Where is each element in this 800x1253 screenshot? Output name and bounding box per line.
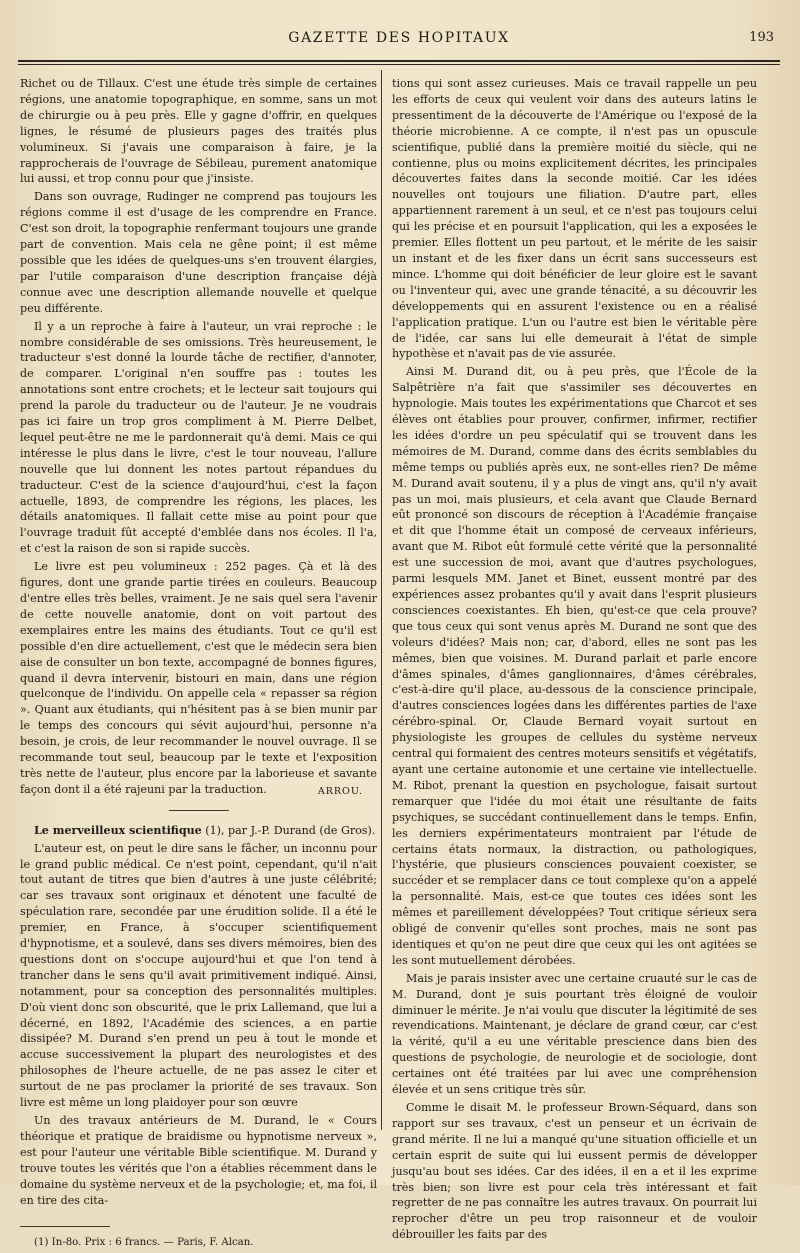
page-header	[18, 30, 780, 52]
paragraph: Mais je parais insister avec une certaine cruauté sur le cas de M. Durand, dont je suis pourtant très éloigné de vouloir diminuer le mérite. Je n'ai voulu que discuter la légitimité de ses revendications. Maintenant, je déclare de grand cœur, car c'est la vérité, qu'il a eu une véritable prescience dans bien des questions de psychologie, de neurologie et de sociologie, dont certaines ont été traitées par lui avec une compréhension élevée et un sens critique très sûr.	[392, 971, 757, 1097]
journal-title: GAZETTE DES HOPITAUX	[288, 30, 510, 46]
paragraph: Dans son ouvrage, Rudinger ne comprend pas toujours les régions comme il est d'usage de les comprendre en France. C'est son droit, la topographie renfermant toujours une grande part de convention. Mais cela ne gêne point; il est même possible que les idées de quelques-uns s'en trouvent élargies, par l'utile comparaison d'une description française déjà connue avec une description allemande nouvelle et quelque peu différente.	[20, 190, 377, 315]
paragraph: Comme le disait M. le professeur Brown-Séquard, dans son rapport sur ses travaux, c'est un penseur et un écrivain de grand mérite. Il ne lui a manqué qu'une situation officielle et un certain esprit de suite qui lui eussent permis de développer jusqu'au bout ses idées. Car des idées, il en a et il les exprime très bien; son livre est pour cela très intéressant et fait regretter de ne pas connaître les autres travaux. On pourrait lui reprocher d'être un peu trop raisonneur et de vouloir débrouiller les faits par des	[392, 1101, 757, 1242]
article-title: Le merveilleux scientifique	[34, 823, 202, 837]
article-byline: (1), par J.-P. Durand (de Gros).	[201, 823, 376, 837]
paragraph: L'auteur est, on peut le dire sans le fâcher, un inconnu pour le grand public médical. Ce n'est point, cependant, qu'il n'ait tout autant de titres que bien d'autres à une juste célébrité; car ses travaux sont originaux et dénotent une faculté de spéculation rare, secondée par une érudition solide. Il a été le premier, en France, à s'occuper scientifiquement d'hypnotisme, et a soulevé, dans ses divers mémoires, bien des questions dont on s'occupe aujourd'hui et que l'on tend à trancher dans le sens qu'il avait primitivement indiqué. Ainsi, notamment, pour sa conception des personnalités multiples. D'où vient donc son obscurité, que le prix Lallemand, que lui a décerné, en 1892, l'Académie des sciences, a en partie dissipée? M. Durand s'en prend un peu à tout le monde et accuse successivement la plupart des neurologistes et des philosophes de l'heure actuelle, de ne pas assez le citer et surtout de ne pas proclamer la priorité de ses travaux. Son livre est même un long plaidoyer pour son œuvre	[20, 841, 377, 1110]
left-column	[20, 76, 377, 1253]
paragraph: Le livre est peu volumineux : 252 pages. Çà et là des figures, dont une grande partie tirées en couleurs. Beaucoup d'entre elles très belles, vraiment. Je ne sais quel sera l'avenir de cette nouvelle anatomie, dont on voit partout des exemplaires entre les mains des étudiants. Tout ce qu'il est possible d'en dire actuellement, c'est que le médecin sera bien aise de consulter un bon texte, accompagné de bonnes figures, quand il devra intervenir, bistouri en main, dans une région quelconque de l'individu. On appelle cela « repasser sa région ». Quant aux étudiants, qui n'hésitent pas à se bien munir par le temps des concours qui sévit aujourd'hui, personne n'a besoin, je crois, de leur recommander le nouvel ouvrage. Il se recommande tout seul, beaucoup par le texte et l'exposition très nette de l'auteur, plus encore par la laborieuse et savante façon dont il a été rajeuni par la traduction.	[20, 560, 377, 796]
header-rule	[18, 60, 780, 65]
paragraph: Un des travaux antérieurs de M. Durand, le « Cours théorique et pratique de braidisme ou hypnotisme nerveux », est pour l'auteur une véritable Bible scientifique. M. Durand y trouve toutes les vérités que l'on a établies récemment dans le domaine du système nerveux et de la psychologie; et, ma foi, il en tire des cita-	[20, 1114, 377, 1207]
paragraph: tions qui sont assez curieuses. Mais ce travail rappelle un peu les efforts de ceux qui veulent voir dans des auteurs latins le pressentiment de la découverte de l'Amérique ou l'exposé de la théorie microbienne. A ce compte, il n'est pas un opuscule scientifique, publié dans la première moitié du siècle, qui ne contienne, plus ou moins explicitement décrites, les principales découvertes faites dans la seconde moitié. Car les idées nouvelles ont toujours une filiation. D'autre part, elles appartiennent rarement à un seul, et ce n'est pas toujours celui qui les précise et en poursuit l'application, qui les a exposées le premier. Elles flottent un peu partout, et le mérite de les saisir un instant et de les fixer dans un écrit sans successeurs est mince. L'homme qui doit bénéficier de leur gloire est le savant ou l'inventeur qui, avec une grande ténacité, a su découvrir les développements qui en assurent l'existence ou en a réalisé l'application pratique. L'un ou l'autre est bien le véritable père de l'idée, car sans lui elle demeurait à l'état de simple hypothèse et n'avait pas de vie assurée.	[392, 77, 757, 361]
author-signature: ARROU.	[317, 785, 363, 797]
column-divider	[381, 70, 382, 1130]
paragraph: Richet ou de Tillaux. C'est une étude très simple de certaines régions, une anatomie topographique, en somme, sans un mot de chirurgie ou à peu près. Elle y gagne d'offrir, en quelques lignes, le résumé de plusieurs pages des traités plus volumineux. Si j'avais une comparaison à faire, je la rapprocherais de l'ouvrage de Sébileau, purement anatomique lui aussi, et trop connu pour que j'insiste.	[20, 77, 377, 186]
right-column	[392, 76, 757, 1245]
paragraph: Ainsi M. Durand dit, ou à peu près, que l'École de la Salpêtrière n'a fait que s'assimiler ses découvertes en hypnologie. Mais toutes les expérimentations que Charcot et ses élèves ont établies pour prouver, confirmer, infirmer, rectifier les idées d'ordre un peu spéculatif qui se trouvent dans les mémoires de M. Durand, comme dans des écrits semblables du même temps ou publiés après eux, ne sont-elles rien? De même M. Durand avait soutenu, il y a plus de vingt ans, qu'il n'y avait pas un moi, mais plusieurs, et cela avant que Claude Bernard eût prononcé son discours de réception à l'Académie française et dit que l'homme était un composé de cerveaux inférieurs, avant que M. Ribot eût formulé cette vérité que la personnalité est une succession de moi, avant que d'autres psychologues, parmi lesquels MM. Janet et Binet, eussent montré par des expériences assez probantes qu'il y avait dans l'esprit plusieurs consciences coexistantes. Eh bien, qu'est-ce que cela prouve? que tous ceux qui sont venus après M. Durand ne sont que des voleurs d'idées? Mais non; car, d'abord, elles ne sont pas les mêmes, bien que voisines. M. Durand parlait et parle encore d'âmes spinales, d'âmes ganglionnaires, d'âmes cérébrales, c'est-à-dire qu'il place, au-dessous de la conscience principale, d'autres consciences logées dans les différentes parties de l'axe cérébro-spinal. Or, Claude Bernard voyait surtout en physiologiste les groupes de cellules du système nerveux central qui formaient des centres moteurs sensitifs et végétatifs, ayant une certaine autonomie et une certaine vie intellectuelle. M. Ribot, prenant la question en psychologue, faisait surtout remarquer que l'idée du moi était une résultante de faits psychiques, se succédant continuellement dans le temps. Enfin, les derniers expérimentateurs montraient par l'étude de certains états normaux, la distraction, ou pathologiques, l'hystérie, que plusieurs consciences pouvaient coexister, se succéder et se remplacer dans ce tout complexe qu'on a appelé la personnalité. Mais, est-ce que toutes ces idées sont les mêmes et pareillement développées? Tout critique sérieux sera obligé de convenir qu'elles sont proches, mais ne sont pas identiques et qu'on ne peut dire que ceux qui les ont agitées se les sont mutuellement dérobées.	[392, 365, 757, 967]
page-number: 193	[749, 30, 774, 45]
footnote: (1) In-8o. Prix : 6 francs. — Paris, F. Alcan.	[34, 1237, 254, 1249]
article-separator	[169, 810, 229, 811]
footnote-rule	[20, 1226, 110, 1227]
article-heading	[20, 823, 377, 839]
paragraph: Il y a un reproche à faire à l'auteur, un vrai reproche : le nombre considérable de ses omissions. Très heureusement, le traducteur s'est donné la lourde tâche de rectifier, d'annoter, de comparer. L'original n'en souffre pas : toutes les annotations sont entre crochets; et le lecteur sait toujours qui prend la parole du traducteur ou de l'auteur. Je ne voudrais pas ici faire un trop gros compliment à M. Pierre Delbet, lequel peut-être ne me le pardonnerait qu'à demi. Mais ce qui intéresse le plus dans le livre, c'est le tour nouveau, l'allure nouvelle que lui donnent les notes partout répandues du traducteur. C'est de la science d'aujourd'hui, c'est la façon actuelle, 1893, de comprendre les régions, les places, les détails anatomiques. Il fallait cette mise au point pour que l'ouvrage traduit fût accepté d'emblée dans nos écoles. Il l'a, et c'est la raison de son si rapide succès.	[20, 319, 377, 556]
